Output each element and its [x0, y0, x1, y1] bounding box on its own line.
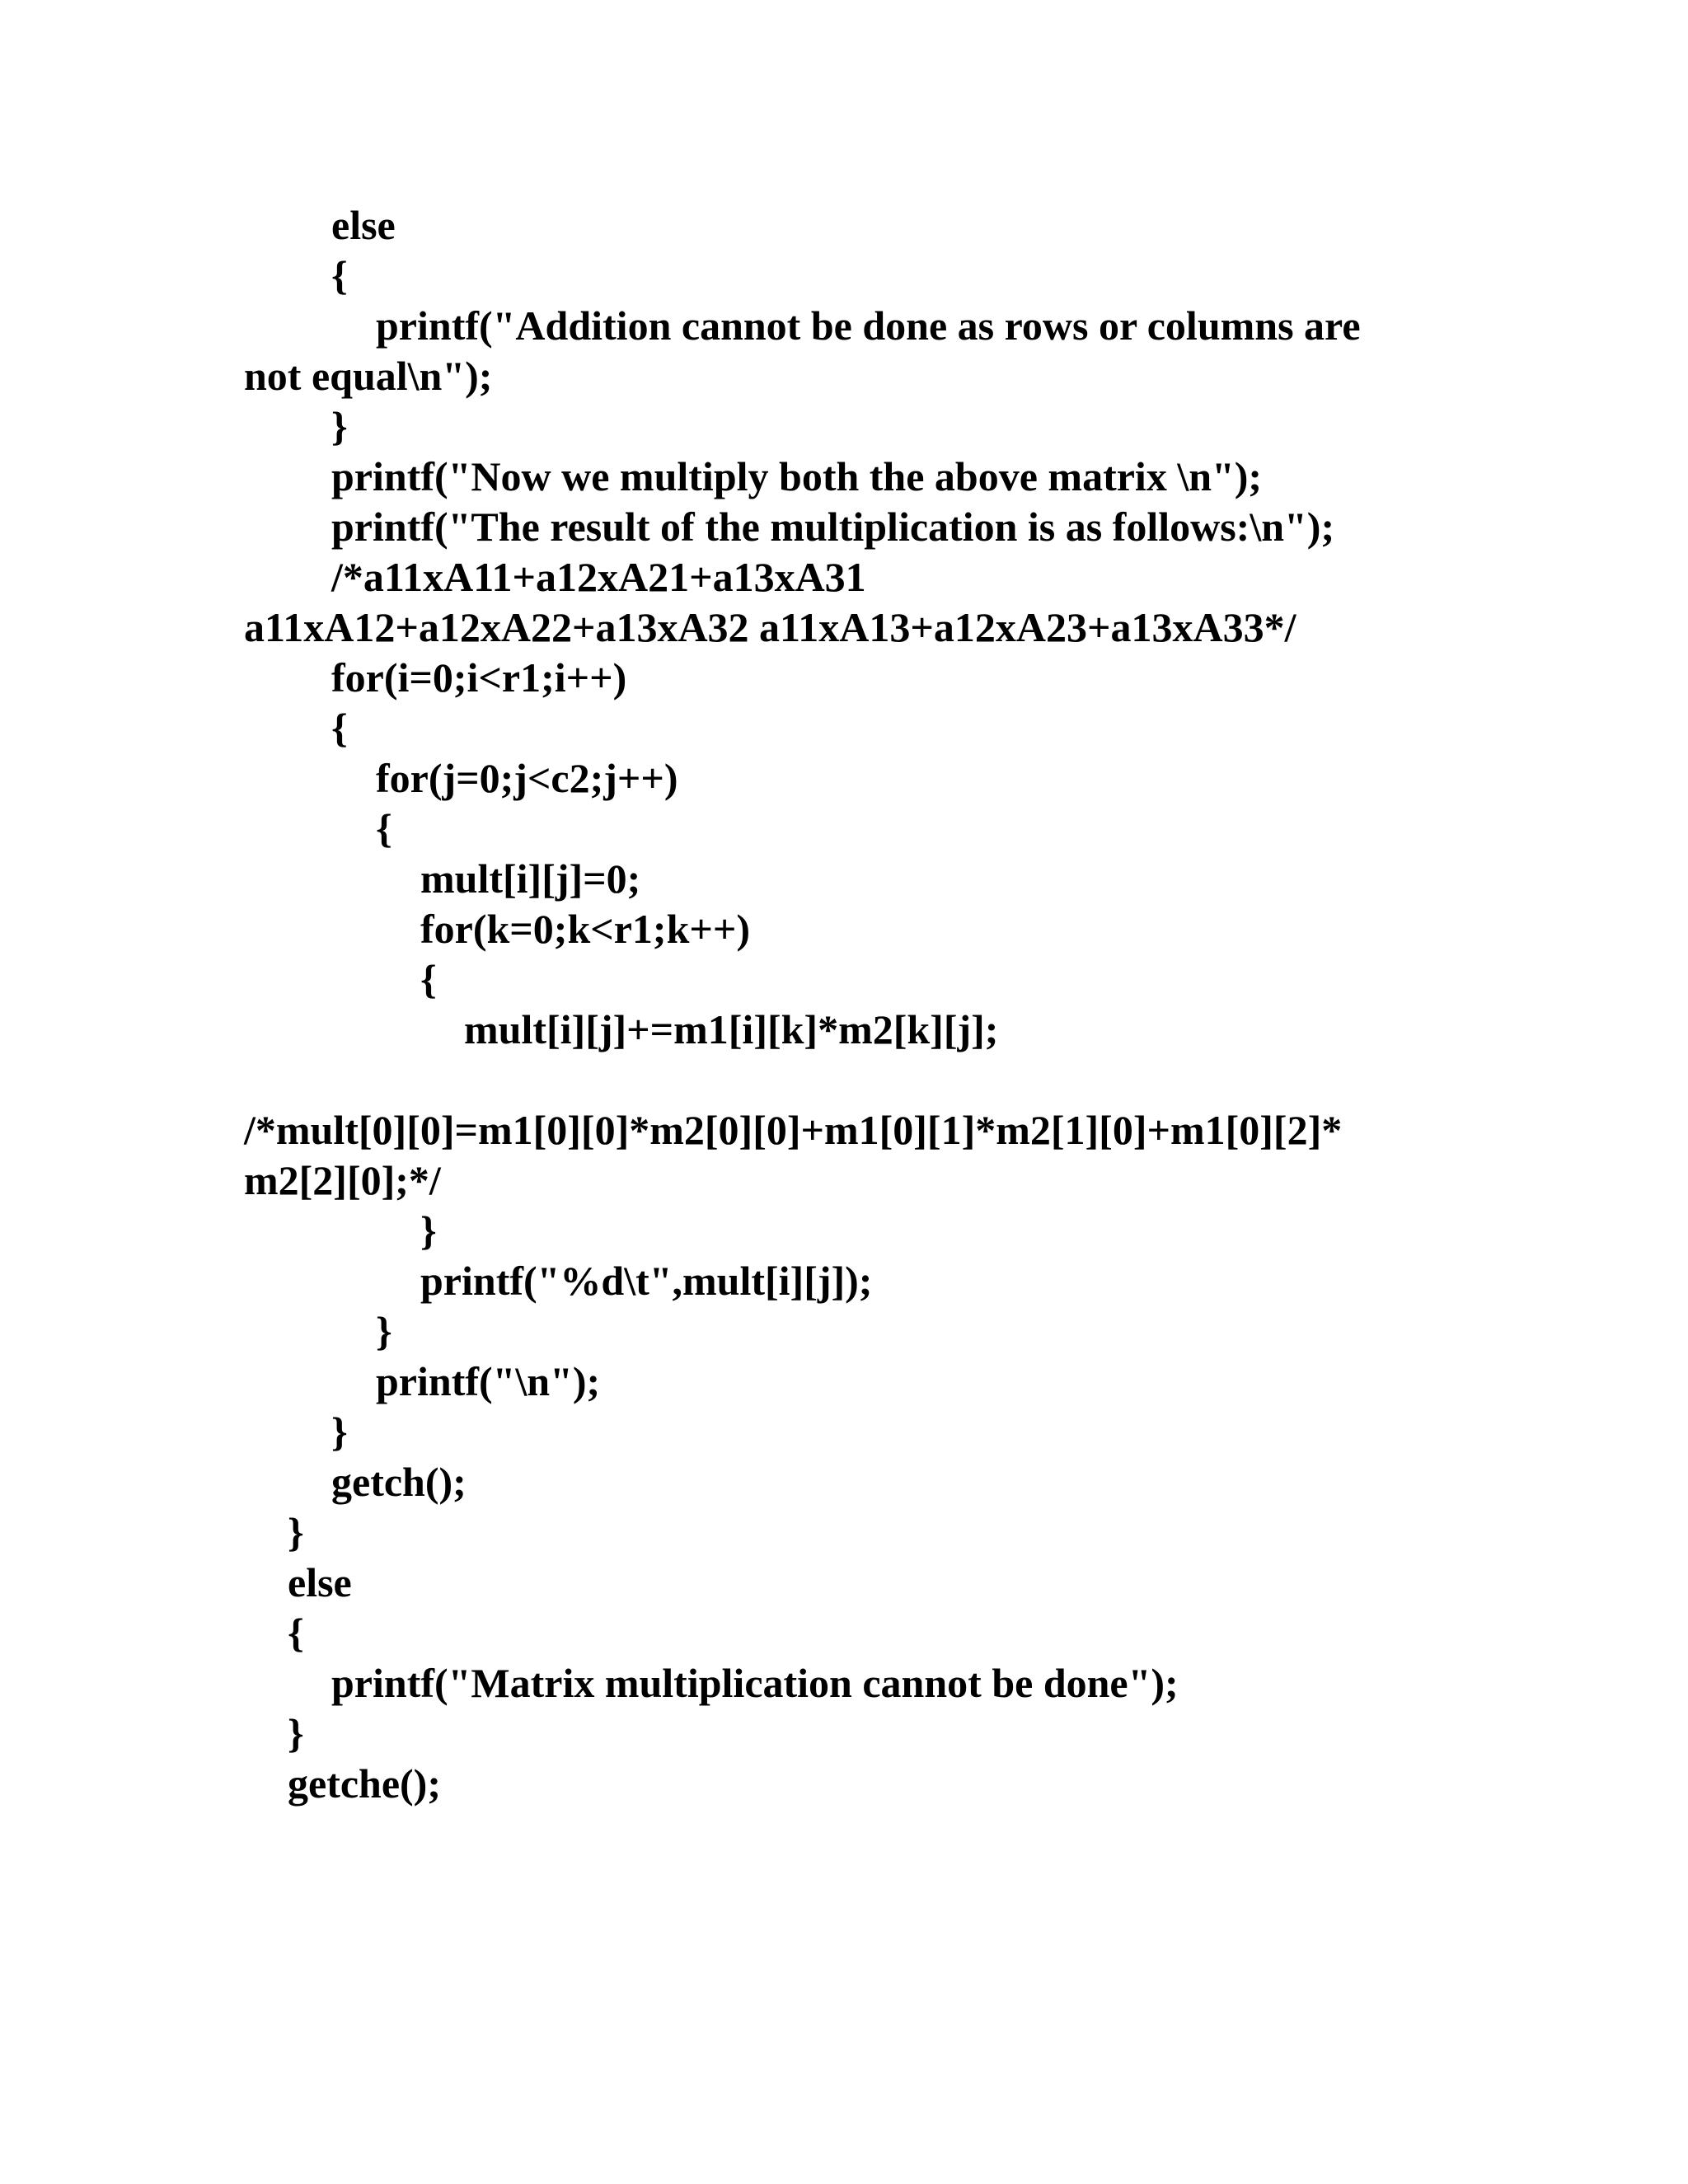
code-line: printf("The result of the multiplication is as follows:\n"); [331, 504, 1335, 550]
code-line: else [331, 202, 396, 248]
code-line: /*mult[0][0]=m1[0][0]*m2[0][0]+m1[0][1]*m2[1][0]+m1[0][2]* [244, 1107, 1343, 1153]
code-line: printf("Now we multiply both the above matrix \n"); [331, 453, 1263, 499]
code-line: } [376, 1308, 392, 1354]
code-line: a11xA12+a12xA22+a13xA32 a11xA13+a12xA23+a13xA33*/ [244, 604, 1296, 650]
code-line: getche(); [288, 1760, 441, 1807]
code-line: not equal\n"); [244, 353, 493, 399]
code-line: printf("%d\t",mult[i][j]); [420, 1258, 873, 1304]
code-line: printf("Addition cannot be done as rows or columns are [376, 302, 1361, 349]
code-line: printf("\n"); [376, 1358, 601, 1404]
code-line: getch(); [331, 1459, 467, 1505]
code-line: } [331, 1408, 348, 1455]
code-line: else [288, 1559, 352, 1605]
code-line: mult[i][j]+=m1[i][k]*m2[k][j]; [464, 1006, 999, 1052]
code-line: mult[i][j]=0; [420, 855, 641, 902]
code-line: } [288, 1509, 304, 1555]
code-line: { [420, 956, 437, 1002]
code-line: { [376, 805, 392, 851]
code-line: printf("Matrix multiplication cannot be done"); [331, 1660, 1179, 1706]
code-line: { [288, 1610, 304, 1656]
code-line: for(j=0;j<c2;j++) [376, 755, 678, 801]
code-line: { [331, 252, 348, 298]
code-line: } [331, 403, 348, 449]
code-line: } [420, 1207, 437, 1254]
code-line: { [331, 705, 348, 751]
code-line: } [288, 1710, 304, 1756]
code-line: m2[2][0];*/ [244, 1157, 441, 1203]
code-line: for(k=0;k<r1;k++) [420, 906, 751, 952]
code-line: /*a11xA11+a12xA21+a13xA31 [331, 554, 866, 600]
code-line: for(i=0;i<r1;i++) [331, 654, 627, 701]
